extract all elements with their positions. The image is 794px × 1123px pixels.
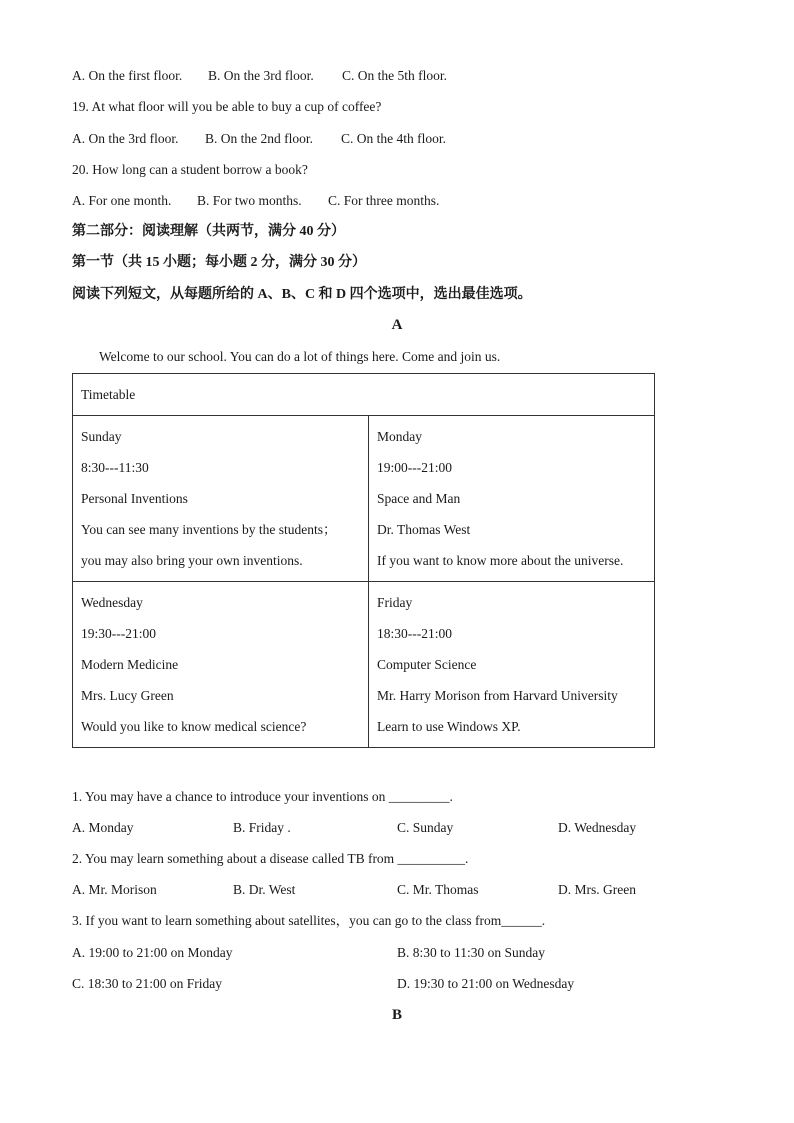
q1-options (72, 819, 637, 837)
cell-time: 19:00---21:00 (377, 460, 452, 475)
timetable-row (73, 582, 655, 748)
q19-options (72, 130, 446, 148)
cell-day: Friday (377, 595, 413, 610)
q18-option-a: A. On the first floor. (72, 68, 183, 83)
passage-a-intro: Welcome to our school. You can do a lot of things here. Come and join us. (99, 349, 501, 364)
q1-option-c: C. Sunday (397, 820, 454, 835)
timetable (72, 373, 655, 748)
q20-option-b: B. For two months. (197, 193, 302, 208)
cell-day: Sunday (81, 429, 122, 444)
cell-time: 8:30---11:30 (81, 460, 149, 475)
q1-option-a: A. Monday (72, 820, 134, 835)
section1-title: 第一节（共 15 小题；每小题 2 分，满分 30 分） (72, 255, 366, 270)
q20-option-c: C. For three months. (328, 193, 440, 208)
cell-subject: Space and Man (377, 491, 461, 506)
q19-question: 19. At what floor will you be able to buy a cup of coffee? (72, 99, 382, 114)
q3-options-row2 (72, 975, 575, 993)
q18-option-b: B. On the 3rd floor. (208, 68, 314, 83)
q3-option-c: C. 18:30 to 21:00 on Friday (72, 976, 223, 991)
q18-options (72, 67, 447, 85)
cell-teacher: Mr. Harry Morison from Harvard University (377, 688, 618, 703)
q2-option-a: A. Mr. Morison (72, 882, 157, 897)
q1-option-d: D. Wednesday (558, 820, 637, 835)
passage-b-label: B (391, 1007, 402, 1023)
cell-day: Wednesday (81, 595, 143, 610)
cell-time: 18:30---21:00 (377, 626, 452, 641)
cell-teacher: Dr. Thomas West (377, 522, 471, 537)
cell-detail: You can see many inventions by the students； (81, 522, 337, 537)
cell-teacher: Mrs. Lucy Green (81, 688, 174, 703)
timetable-header-row (73, 374, 655, 416)
cell-subject: Computer Science (377, 657, 477, 672)
q3-option-b: B. 8:30 to 11:30 on Sunday (397, 945, 546, 960)
cell-note: you may also bring your own inventions. (81, 553, 303, 568)
timetable-cell-friday (369, 582, 655, 748)
cell-subject: Modern Medicine (81, 657, 179, 672)
q20-options (72, 192, 440, 210)
timetable-cell-sunday (73, 416, 369, 582)
cell-note: Would you like to know medical science? (81, 719, 307, 734)
q2-option-d: D. Mrs. Green (558, 882, 636, 897)
q2-options (72, 881, 636, 899)
q3-option-a: A. 19:00 to 21:00 on Monday (72, 945, 233, 960)
q19-option-c: C. On the 4th floor. (341, 131, 446, 146)
q19-option-b: B. On the 2nd floor. (205, 131, 313, 146)
timetable-cell-monday (369, 416, 655, 582)
q18-option-c: C. On the 5th floor. (342, 68, 447, 83)
cell-note: If you want to know more about the universe. (377, 553, 624, 568)
q3-options-row1 (72, 944, 546, 962)
q3-question: 3. If you want to learn something about satellites，you can go to the class from______. (72, 913, 546, 928)
q1-option-b: B. Friday . (233, 820, 291, 835)
cell-time: 19:30---21:00 (81, 626, 156, 641)
q20-question: 20. How long can a student borrow a book? (72, 162, 308, 177)
q2-question: 2. You may learn something about a disease called TB from __________. (72, 851, 469, 866)
timetable-title: Timetable (73, 374, 655, 416)
timetable-row (73, 416, 655, 582)
passage-a-label: A (391, 317, 403, 333)
q19-option-a: A. On the 3rd floor. (72, 131, 179, 146)
q2-option-c: C. Mr. Thomas (397, 882, 479, 897)
cell-day: Monday (377, 429, 422, 444)
cell-note: Learn to use Windows XP. (377, 719, 521, 734)
timetable-cell-wednesday (73, 582, 369, 748)
q20-option-a: A. For one month. (72, 193, 172, 208)
section2-title: 第二部分：阅读理解（共两节，满分 40 分） (72, 224, 345, 239)
q1-question: 1. You may have a chance to introduce your inventions on _________. (72, 789, 453, 804)
instruction: 阅读下列短文，从每题所给的 A、B、C 和 D 四个选项中，选出最佳选项。 (72, 287, 532, 302)
q3-option-d: D. 19:30 to 21:00 on Wednesday (397, 976, 575, 991)
q2-option-b: B. Dr. West (233, 882, 296, 897)
cell-subject: Personal Inventions (81, 491, 188, 506)
